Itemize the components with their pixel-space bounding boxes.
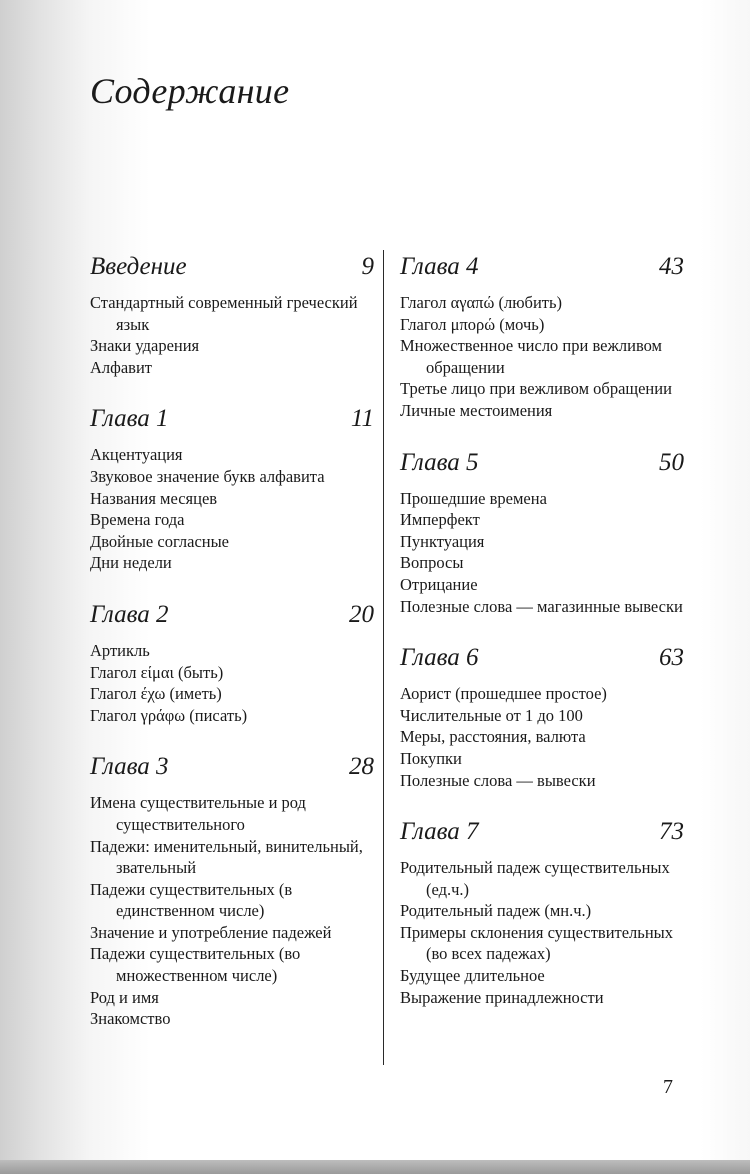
toc-topic-item: Глагол αγαπώ (любить) — [400, 293, 563, 312]
chapter-topic-list — [90, 640, 374, 726]
toc-topic-item: Глагол είμαι (быть) — [90, 662, 224, 682]
chapter-heading — [90, 600, 374, 630]
chapter-section — [400, 252, 684, 422]
toc-topic-item: Падежи существительных (в единственном числе) — [90, 879, 293, 921]
toc-topic-item: Глагол γράφω (писать) — [90, 705, 248, 725]
chapter-heading — [400, 252, 684, 282]
toc-topic-item: Глагол μπορώ (мочь) — [400, 314, 545, 334]
chapter-section — [400, 448, 684, 618]
toc-topic-item: Родительный падеж (мн.ч.) — [400, 901, 592, 921]
chapter-title: Глава 4 — [400, 253, 479, 280]
toc-topic-item: Покупки — [400, 748, 462, 768]
toc-topic-item: Родительный падеж существительных (ед.ч.) — [400, 858, 670, 899]
page-number: 7 — [663, 1076, 673, 1098]
toc-topic-item: Будущее длительное — [400, 966, 545, 986]
chapter-topic-list — [400, 292, 684, 422]
toc-topic-item: Выражение принадлежности — [400, 987, 604, 1007]
chapter-section — [400, 817, 684, 1008]
chapter-topic-list — [90, 444, 374, 574]
toc-left-column — [90, 252, 374, 1056]
chapter-page-number: 28 — [349, 753, 374, 781]
chapter-topic-list — [400, 488, 684, 618]
chapter-topic-list — [90, 792, 374, 1030]
chapter-heading — [400, 817, 684, 847]
toc-topic-item: Полезные слова — вывески — [400, 770, 596, 790]
toc-topic-item: Род и имя — [90, 987, 159, 1007]
chapter-topic-list — [400, 857, 684, 1008]
chapter-topic-list — [400, 683, 684, 791]
toc-topic-item: Названия месяцев — [90, 488, 218, 508]
chapter-title: Глава 5 — [400, 448, 479, 476]
toc-topic-item: Примеры склонения существительных (во всех падежах) — [400, 922, 673, 964]
toc-topic-item: Полезные слова — магазинные вывески — [400, 596, 683, 616]
chapter-section — [90, 600, 374, 726]
toc-topic-item: Пунктуация — [400, 531, 485, 551]
toc-topic-item: Алфавит — [90, 357, 152, 377]
toc-topic-item: Прошедшие времена — [400, 488, 547, 508]
toc-topic-item: Падежи: именительный, винительный, звательный — [90, 836, 363, 878]
toc-topic-item: Третье лицо при вежливом обращении — [400, 379, 672, 399]
toc-topic-item: Вопросы — [400, 553, 464, 573]
chapter-page-number: 50 — [659, 448, 684, 476]
toc-topic-item: Имена существительные и род существительного — [90, 793, 306, 834]
chapter-heading — [400, 643, 684, 673]
toc-topic-item: Двойные согласные — [90, 531, 230, 551]
chapter-heading — [90, 752, 374, 782]
toc-topic-item: Дни недели — [90, 553, 172, 573]
toc-topic-item: Времена года — [90, 510, 185, 530]
chapter-section — [90, 752, 374, 1030]
chapter-page-number: 63 — [659, 644, 684, 672]
chapter-page-number: 20 — [349, 600, 374, 628]
toc-topic-item: Имперфект — [400, 510, 480, 530]
chapter-topic-list — [90, 292, 374, 378]
column-divider — [383, 250, 384, 1065]
toc-topic-item: Аорист (прошедшее простое) — [400, 684, 607, 704]
chapter-page-number: 43 — [659, 253, 684, 280]
toc-topic-item: Падежи существительных (во множественном числе) — [90, 944, 301, 986]
chapter-title: Глава 6 — [400, 644, 479, 672]
page-edge-shadow — [0, 1160, 750, 1174]
toc-topic-item: Знакомство — [90, 1009, 171, 1029]
toc-topic-item: Числительные от 1 до 100 — [400, 705, 583, 725]
chapter-title: Глава 1 — [90, 405, 169, 433]
toc-topic-item: Личные местоимения — [400, 400, 553, 420]
chapter-page-number: 9 — [361, 253, 374, 280]
toc-topic-item: Артикль — [90, 640, 150, 660]
chapter-heading — [90, 252, 374, 282]
chapter-section — [90, 404, 374, 574]
toc-topic-item: Множественное число при вежливом обращении — [400, 336, 663, 377]
chapter-heading — [90, 404, 374, 434]
chapter-title: Глава 2 — [90, 600, 169, 628]
toc-topic-item: Меры, расстояния, валюта — [400, 727, 586, 747]
toc-topic-item: Знаки ударения — [90, 336, 200, 356]
chapter-heading — [400, 448, 684, 478]
chapter-title: Глава 7 — [400, 818, 479, 846]
toc-topic-item: Акцентуация — [90, 445, 183, 465]
toc-topic-item: Отрицание — [400, 574, 478, 594]
chapter-section — [90, 252, 374, 378]
toc-topic-item: Стандартный современный греческий язык — [90, 293, 358, 334]
toc-topic-item: Глагол έχω (иметь) — [90, 684, 222, 704]
chapter-page-number: 73 — [659, 818, 684, 846]
toc-topic-item: Значение и употребление падежей — [90, 922, 332, 942]
toc-right-column — [400, 252, 684, 1034]
chapter-title: Введение — [90, 253, 187, 280]
chapter-page-number: 11 — [350, 405, 374, 433]
chapter-title: Глава 3 — [90, 753, 169, 781]
page-title: Содержание — [90, 71, 290, 111]
chapter-section — [400, 643, 684, 791]
toc-topic-item: Звуковое значение букв алфавита — [90, 466, 325, 486]
